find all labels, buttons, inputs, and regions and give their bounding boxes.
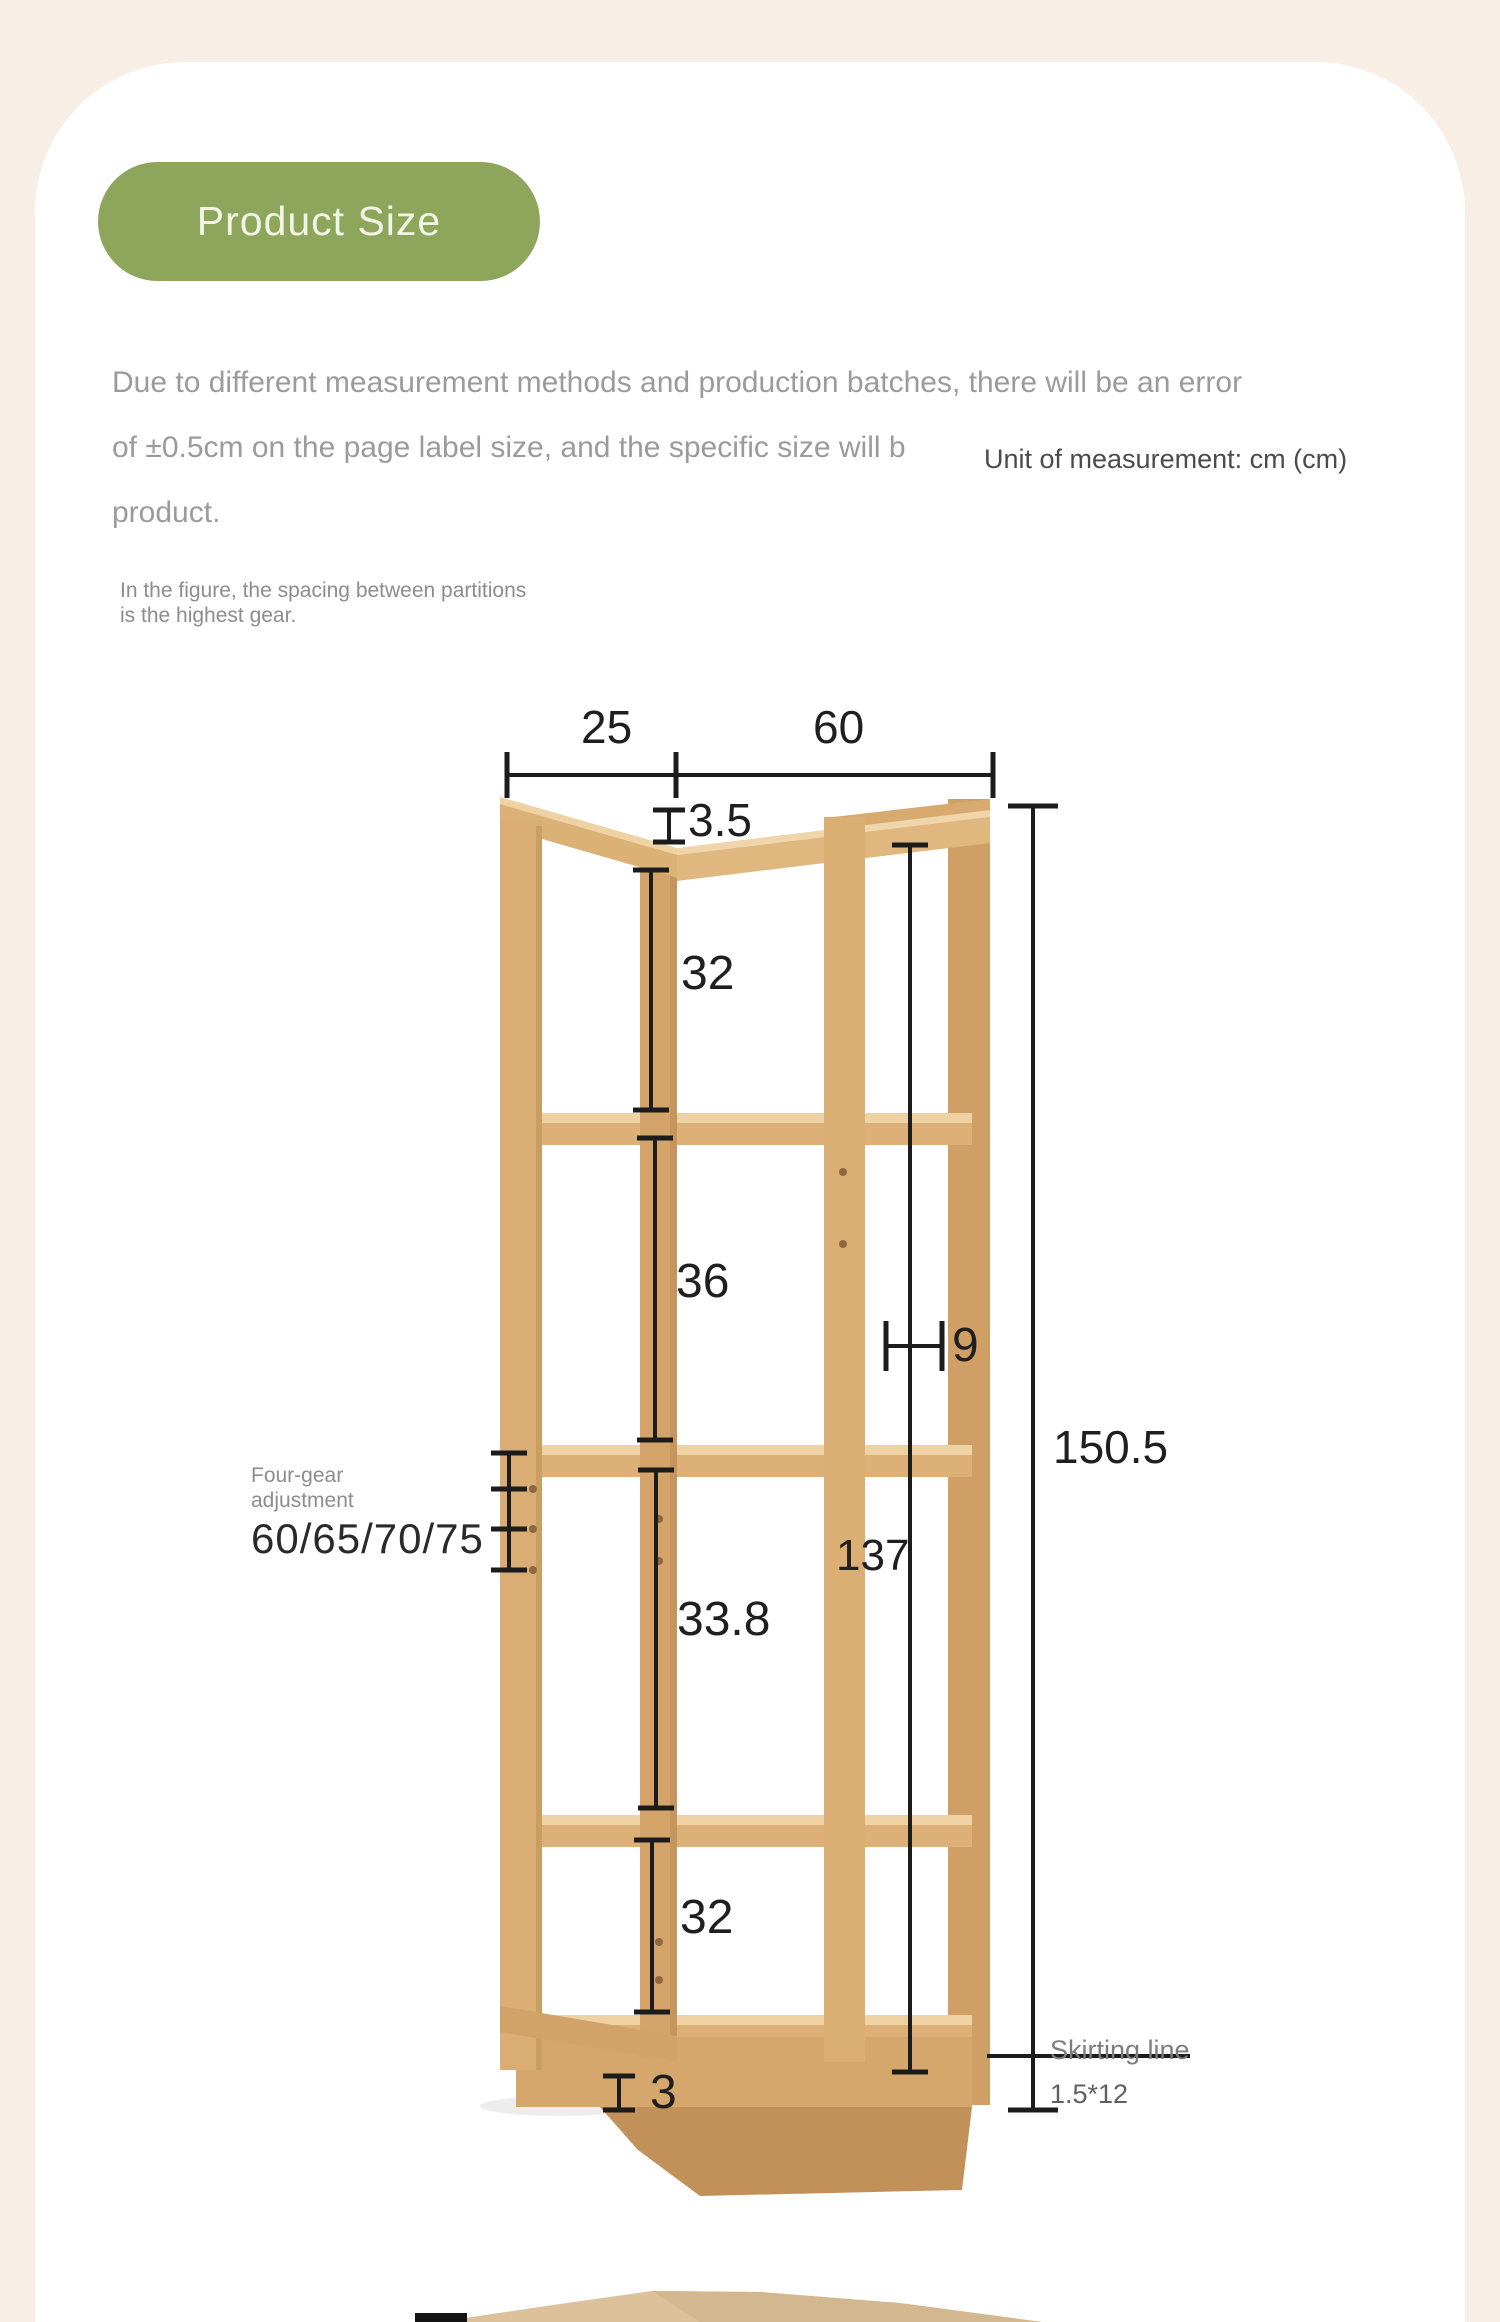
- badge-label: Product Size: [196, 198, 442, 244]
- shelf-illustration: [480, 794, 990, 2196]
- four-gear-line1: Four-gear: [251, 1464, 344, 1487]
- dim-label-adjust-levels: 60/65/70/75: [251, 1515, 484, 1562]
- four-gear-adjustment-label: [251, 1463, 354, 1513]
- intro-paragraph-line1: Due to different measurement methods and production batches, there will be an error: [112, 366, 1243, 399]
- dim-label-base-gap: 3: [650, 2066, 677, 2119]
- dim-label-front-width: 60: [813, 701, 865, 753]
- skirting-size-label: 1.5*12: [1050, 2079, 1129, 2109]
- next-dimension-tick: [415, 2313, 467, 2322]
- dim-label-side-depth: 25: [581, 701, 633, 753]
- dim-label-rail-thickness: 3.5: [688, 794, 752, 846]
- dim-label-inner-height: 137: [836, 1531, 910, 1580]
- dim-label-gap-top: 32: [681, 947, 735, 1000]
- dim-label-gap-bottom: 32: [680, 1891, 734, 1944]
- next-section-peek: [415, 2291, 1042, 2322]
- skirting-line-label: Skirting line: [1050, 2035, 1190, 2065]
- dim-label-gap-338: 33.8: [677, 1593, 771, 1646]
- figure-note-line2: is the highest gear.: [120, 604, 297, 627]
- four-gear-line2: adjustment: [251, 1489, 354, 1512]
- intro-paragraph-line2: of ±0.5cm on the page label size, and the specific size will b: [112, 431, 906, 464]
- dim-label-post-depth: 9: [952, 1319, 979, 1372]
- unit-of-measurement-note: Unit of measurement: cm (cm): [972, 438, 1357, 483]
- dim-label-gap-36: 36: [676, 1255, 730, 1308]
- dim-label-total-height: 150.5: [1053, 1421, 1169, 1473]
- intro-paragraph-line3: product.: [112, 496, 221, 529]
- figure-note-line1: In the figure, the spacing between partitions: [120, 579, 527, 602]
